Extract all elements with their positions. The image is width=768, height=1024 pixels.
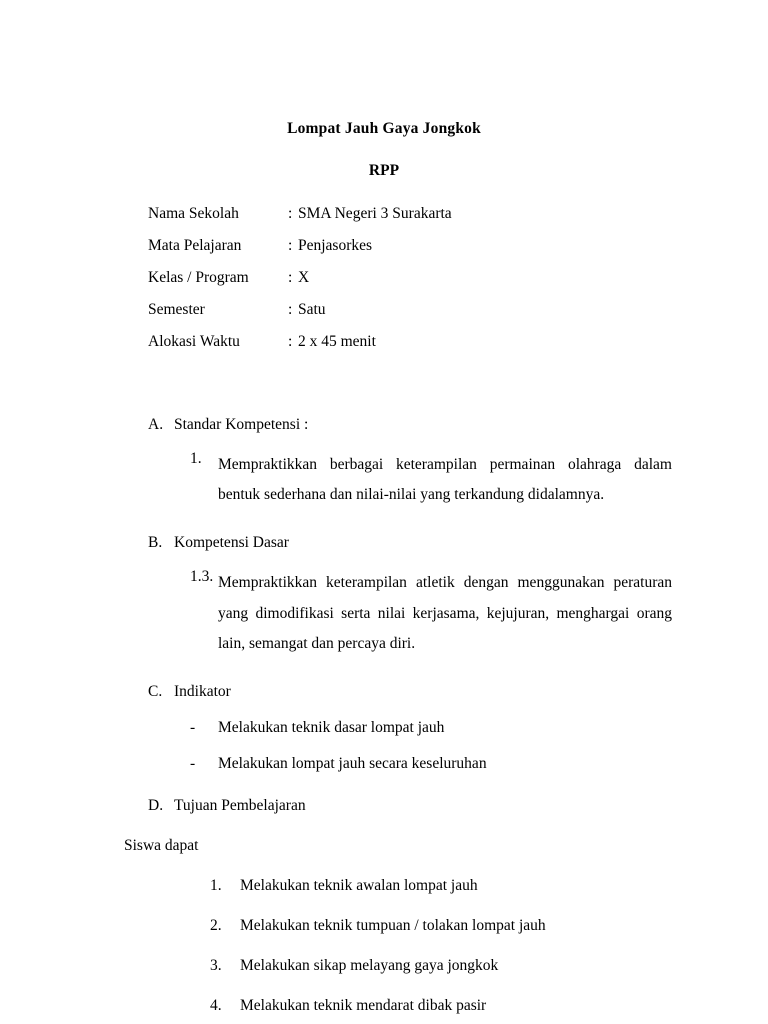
metadata-label: Alokasi Waktu: [148, 333, 240, 350]
metadata-value: Penjasorkes: [298, 237, 373, 254]
metadata-value: X: [298, 269, 310, 286]
list-marker: 1.: [210, 877, 222, 895]
metadata-separator: :: [288, 333, 293, 350]
list-text: Mempraktikkan keterampilan atletik dengan menggunakan peraturan yang dimodifikasi serta nilai kerjasama, kejujuran, menghargai orang lain, semangat dan percaya diri.: [218, 574, 672, 652]
list-item: [210, 997, 672, 1015]
list-text: Melakukan sikap melayang gaya jongkok: [240, 957, 499, 975]
list-marker: 4.: [210, 997, 222, 1015]
metadata-label: Nama Sekolah: [148, 205, 239, 222]
metadata-row: [148, 206, 672, 222]
section-heading: [148, 797, 672, 815]
list-item: [210, 957, 672, 975]
list-text: Melakukan teknik mendarat dibak pasir: [240, 997, 487, 1015]
list-text: Melakukan lompat jauh secara keseluruhan: [218, 755, 487, 773]
metadata-label: Mata Pelajaran: [148, 237, 242, 254]
spacer: [96, 366, 672, 392]
list-item: [210, 917, 672, 935]
metadata-row: [148, 238, 672, 254]
metadata-separator: :: [288, 237, 293, 254]
section-standar-kompetensi: [124, 416, 672, 1015]
section-title: Indikator: [174, 683, 231, 701]
list-text: Mempraktikkan berbagai keterampilan permainan olahraga dalam bentuk sederhana dan nilai-nilai yang terkandung didalamnya.: [218, 456, 672, 504]
list-item: [190, 755, 672, 773]
document-title: Lompat Jauh Gaya Jongkok: [287, 120, 481, 137]
list-item: [190, 568, 672, 659]
list-item: [210, 877, 672, 895]
metadata-separator: :: [288, 301, 293, 318]
metadata-block: [148, 206, 672, 350]
metadata-separator: :: [288, 269, 293, 286]
list-marker: 2.: [210, 917, 222, 935]
list-marker: 1.3.: [190, 568, 214, 586]
list-marker: -: [190, 719, 196, 737]
document-subtitle: RPP: [368, 162, 400, 179]
section-letter: B.: [148, 534, 163, 552]
section-title: Tujuan Pembelajaran: [174, 797, 306, 815]
metadata-row: [148, 302, 672, 318]
section-letter: A.: [148, 416, 164, 433]
list-item: [190, 719, 672, 737]
metadata-value: 2 x 45 menit: [298, 333, 376, 350]
metadata-label: Kelas / Program: [148, 269, 249, 286]
section-letter: D.: [148, 797, 164, 815]
section-heading: [148, 683, 672, 701]
metadata-value: SMA Negeri 3 Surakarta: [298, 205, 452, 222]
metadata-row: [148, 334, 672, 350]
section-heading: [148, 534, 672, 552]
list-marker: 1.: [190, 450, 202, 467]
list-text: Melakukan teknik awalan lompat jauh: [240, 877, 478, 895]
list-text: Melakukan teknik tumpuan / tolakan lompat jauh: [240, 917, 546, 935]
metadata-label: Semester: [148, 301, 205, 318]
list-text: Melakukan teknik dasar lompat jauh: [218, 719, 445, 737]
section-heading: [148, 416, 672, 434]
metadata-row: [148, 270, 672, 286]
tujuan-lead-text: Siswa dapat: [124, 837, 199, 855]
list-marker: -: [190, 755, 196, 773]
metadata-value: Satu: [298, 301, 326, 318]
metadata-separator: :: [288, 205, 293, 222]
section-letter: C.: [148, 683, 163, 701]
section-title: Kompetensi Dasar: [174, 534, 289, 552]
section-title: Standar Kompetensi :: [174, 416, 309, 433]
list-marker: 3.: [210, 957, 222, 975]
list-item: [190, 450, 672, 510]
